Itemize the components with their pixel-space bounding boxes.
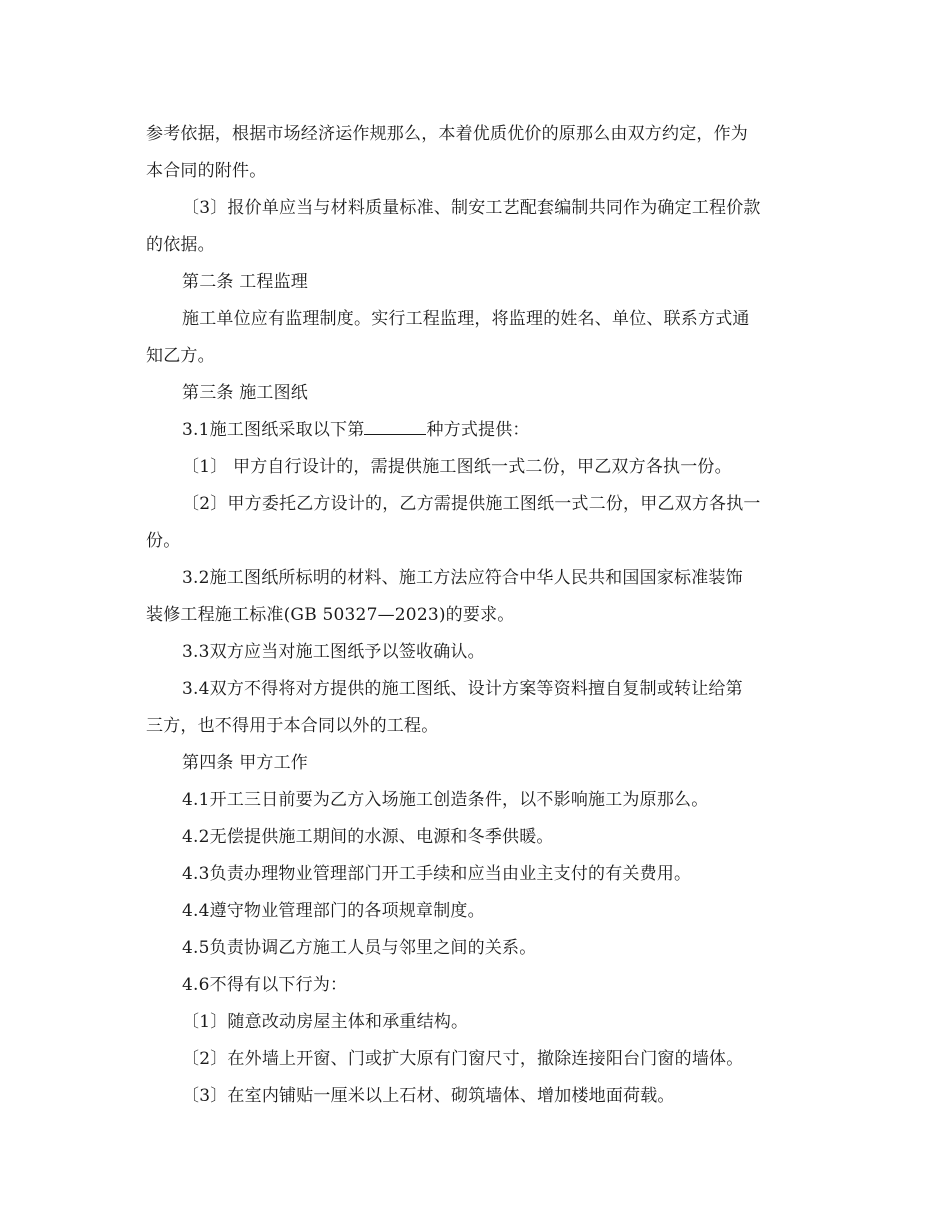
text-after-blank: 种方式提供： [426,420,530,440]
text-line: 三方，也不得用于本合同以外的工程。 [146,716,439,736]
text-line: 3.2施工图纸所标明的材料、施工方法应符合中华人民共和国国家标准装饰 [182,568,743,588]
text-line: 的依据。 [146,235,215,255]
text-line: 〔2〕甲方委托乙方设计的，乙方需提供施工图纸一式二份，甲乙双方各执一 [182,494,761,514]
text-line: 4.1开工三日前要为乙方入场施工创造条件，以不影响施工为原那么。 [182,790,709,810]
text-line: 3.3双方应当对施工图纸予以签收确认。 [182,642,485,662]
section-heading: 第三条 施工图纸 [182,383,309,403]
text-line: 4.6不得有以下行为： [182,975,348,995]
text-line: 〔1〕 甲方自行设计的，需提供施工图纸一式二份，甲乙双方各执一份。 [182,457,732,477]
text-line: 〔2〕在外墙上开窗、门或扩大原有门窗尺寸，撤除连接阳台门窗的墙体。 [182,1049,744,1069]
text-line: 施工单位应有监理制度。实行工程监理，将监理的姓名、单位、联系方式通 [182,309,750,329]
text-line: 4.3负责办理物业管理部门开工手续和应当由业主支付的有关费用。 [182,864,692,884]
text-line: 〔3〕在室内铺贴一厘米以上石材、砌筑墙体、增加楼地面荷载。 [182,1086,675,1106]
fill-in-blank [364,420,426,435]
text-before-blank: 3.1施工图纸采取以下第 [182,420,365,440]
text-line: 知乙方。 [146,346,215,366]
section-heading: 第二条 工程监理 [182,272,309,292]
text-line: 4.4遵守物业管理部门的各项规章制度。 [182,901,485,921]
section-heading: 第四条 甲方工作 [182,753,309,773]
text-line: 〔3〕报价单应当与材料质量标准、制安工艺配套编制共同作为确定工程价款 [182,198,761,218]
text-line: 份。 [146,531,181,551]
text-line: 本合同的附件。 [146,161,267,181]
text-line: 4.2无偿提供施工期间的水源、电源和冬季供暖。 [182,827,554,847]
text-line-with-blank [146,412,806,449]
text-line: 参考依据，根据市场经济运作规那么，本着优质优价的原那么由双方约定，作为 [146,124,748,144]
contract-page [146,116,806,1115]
text-line: 3.4双方不得将对方提供的施工图纸、设计方案等资料擅自复制或转让给第 [182,679,743,699]
text-line: 〔1〕随意改动房屋主体和承重结构。 [182,1012,469,1032]
text-line: 装修工程施工标准(GB 50327—2023)的要求。 [146,605,515,625]
text-line: 4.5负责协调乙方施工人员与邻里之间的关系。 [182,938,537,958]
